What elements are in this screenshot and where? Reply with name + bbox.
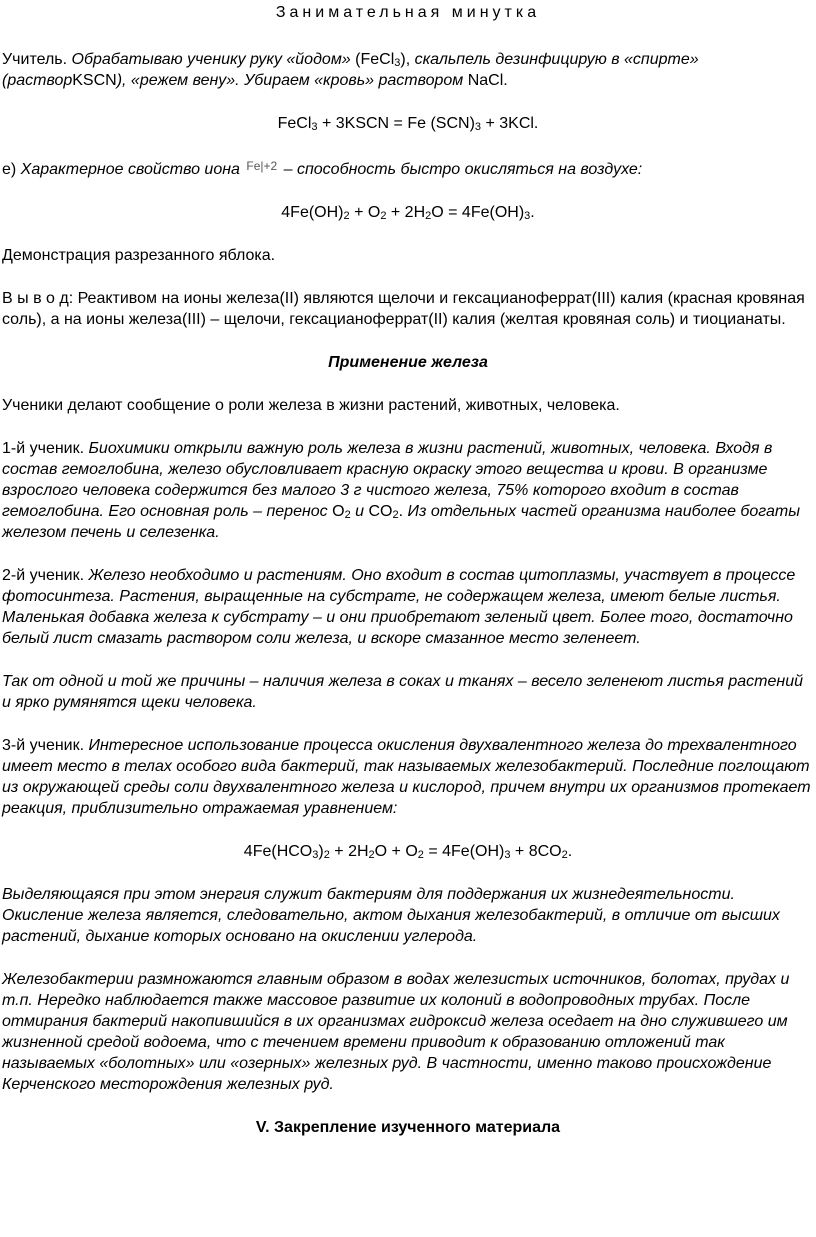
subscript: 3: [474, 121, 482, 133]
section-heading: [2, 1117, 814, 1138]
text-run: + 2H: [386, 204, 426, 221]
text-run: 3-й ученик.: [2, 737, 89, 754]
text-run: скальпель дезинфицирую в «спирте» (раствор: [2, 51, 699, 89]
text-run: .: [567, 843, 573, 860]
text-run: В ы в о д: Реактивом на ионы железа(II) являются щелочи и гексацианоферрат(III) калия (красная кровяная соль), а на ионы железа(III) – щелочи, гексацианоферрат(II) калия (желтая кровяная соль) и тиоцианаты.: [2, 290, 805, 328]
chemical-equation: [2, 841, 814, 862]
text-run: + 3KSCN = Fe (SCN): [317, 115, 475, 132]
subscript: 2: [380, 210, 387, 222]
text-run: Из отдельных частей организма наиболее богаты железом печень и селезенка.: [2, 503, 801, 541]
paragraph: [2, 159, 814, 180]
paragraph: [2, 565, 814, 649]
subscript: 3: [394, 57, 401, 69]
text-run: O: [332, 503, 345, 520]
text-run: O = 4Fe(OH): [431, 204, 525, 221]
text-run: KSCN: [72, 72, 117, 89]
text-run: Учитель.: [2, 51, 72, 68]
text-run: – способность быстро окисляться на воздухе:: [279, 161, 643, 178]
text-run: Применение железа: [328, 354, 488, 371]
paragraph: [2, 395, 814, 416]
text-run: = 4Fe(OH): [423, 843, 505, 860]
fe-ion-label: Fe|+2: [246, 159, 278, 173]
subscript: 3: [524, 210, 531, 222]
chemical-equation: [2, 113, 814, 134]
subscript: 3: [504, 849, 511, 861]
text-run: O + O: [374, 843, 418, 860]
text-run: Демонстрация разрезанного яблока.: [2, 247, 276, 264]
text-run: + 8CO: [510, 843, 562, 860]
subscript: 3: [311, 121, 318, 133]
subscript: 2: [344, 509, 351, 521]
text-run: Биохимики открыли важную роль железа в жизни растений, животных, человека. Входя в состав гемоглобина, железо обусловливает красную окраску этого вещества и крови. В организме взрослого человека содержится без малого 3 г чистого железа, 75% которого входит в состав гемоглобина. Его основная роль – перенос: [2, 440, 773, 520]
subscript: 2: [323, 849, 330, 861]
text-run: (FeCl: [355, 51, 395, 68]
paragraph: [2, 969, 814, 1095]
subscript: 2: [561, 849, 568, 861]
subscript: 3: [312, 849, 319, 861]
paragraph: [2, 671, 814, 713]
text-run: е): [2, 161, 21, 178]
chemical-equation: [2, 202, 814, 223]
subscript: 2: [425, 210, 432, 222]
text-run: ),: [400, 51, 415, 68]
text-run: Железобактерии размножаются главным образом в водах железистых источников, болотах, прудах и т.п. Нередко наблюдается также массовое развитие их колоний в водопроводных трубах. После отмирания бактерий накопившийся в их организмах гидроксид железа оседает на дно служившего им жизненной средой водоема, что с течением времени приводит к образованию отложений так называемых «болотных» или «озерных» железных руд. В частности, именно таково происхождение Керченского месторождения железных руд.: [2, 971, 790, 1093]
text-run: Выделяющаяся при этом энергия служит бактериям для поддержания их жизнедеятельности. Окисление железа является, следовательно, актом дыхания железобактерий, в отличие от высших растений, дыхание которых основано на окислении углерода.: [2, 886, 780, 945]
text-run: 2-й ученик.: [2, 567, 89, 584]
text-run: Интересное использование процесса окисления двухвалентного железа до трехвалентного имеет место в телах особого вида бактерий, так называемых железобактерий. Последние поглощают из окружающей среды соли двухвалентного железа и кислород, причем внутри их организмов протекает реакция, приблизительно отражаемая уравнением:: [2, 737, 811, 817]
text-run: 1-й ученик.: [2, 440, 89, 457]
text-run: + O: [349, 204, 381, 221]
text-run: FeCl: [277, 115, 312, 132]
paragraph: [2, 438, 814, 543]
text-run: NaCl.: [467, 72, 508, 89]
text-run: Обрабатываю ученику руку «йодом»: [71, 51, 356, 68]
document-body: [2, 49, 814, 1138]
paragraph: [2, 884, 814, 947]
subscript: 2: [392, 509, 399, 521]
text-run: .: [530, 204, 535, 221]
text-run: 4Fe(HCO: [243, 843, 313, 860]
text-run: и: [350, 503, 369, 520]
text-run: CO: [368, 503, 393, 520]
document-title: Занимательная минутка: [275, 4, 541, 21]
text-run: Ученики делают сообщение о роли железа в жизни растений, животных, человека.: [2, 397, 620, 414]
text-run: V. Закрепление изученного материала: [255, 1119, 561, 1136]
text-run: ), «режем вену». Убираем «кровь» раствором: [116, 72, 468, 89]
text-run: .: [398, 503, 408, 520]
subscript: 2: [417, 849, 424, 861]
paragraph: [2, 245, 814, 266]
paragraph: [2, 735, 814, 819]
paragraph: [2, 49, 814, 91]
text-run: Железо необходимо и растениям. Оно входит в состав цитоплазмы, участвует в процессе фотосинтеза. Растения, выращенные на субстрате, не содержащем железа, имеют белые листья. Маленькая добавка железа к субстрату – и они приобретают зеленый цвет. Более того, достаточно белый лист смазать раствором соли железа, и вскоре смазанное место зеленеет.: [2, 567, 796, 647]
text-run: Так от одной и той же причины – наличия железа в соках и тканях – весело зеленеют листья растений и ярко румянятся щеки человека.: [2, 673, 803, 711]
section-heading: [2, 352, 814, 373]
subscript: 2: [368, 849, 375, 861]
text-run: + 3KCl.: [481, 115, 539, 132]
text-run: + 2H: [329, 843, 369, 860]
text-run: Характерное свойство иона: [20, 161, 245, 178]
subscript: 2: [343, 210, 350, 222]
text-run: 4Fe(OH): [281, 204, 344, 221]
paragraph: [2, 288, 814, 330]
text-run: ): [318, 843, 324, 860]
